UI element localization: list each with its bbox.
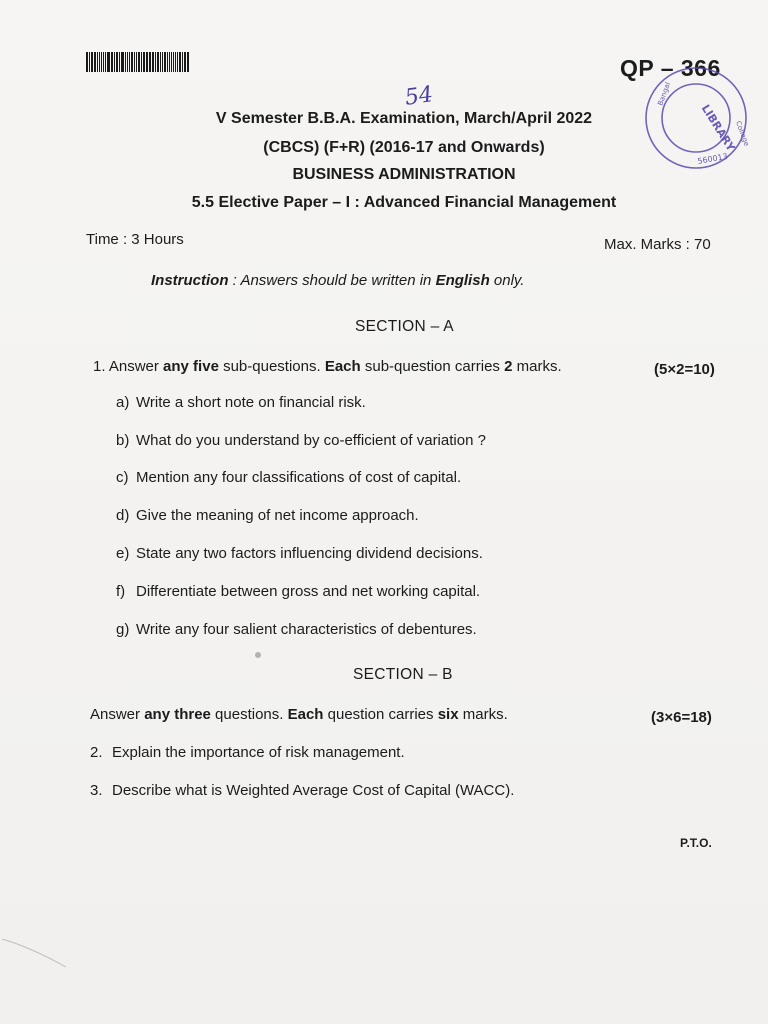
barcode-bar [143, 52, 144, 72]
barcode-bar [112, 52, 113, 72]
barcode-bar [103, 52, 104, 72]
barcode-bar [167, 52, 168, 72]
title-line-4: 5.5 Elective Paper – I : Advanced Financial Management [191, 194, 617, 211]
barcode-bar [125, 52, 126, 72]
barcode-bar [111, 52, 112, 72]
list-item: 2. Explain the importance of risk management. [90, 744, 405, 761]
barcode-bar [131, 52, 134, 72]
barcode-bar [162, 52, 163, 72]
section-b-heading: SECTION – B [353, 666, 453, 683]
instruction: Instruction : Answers should be written in English only. [151, 272, 525, 289]
instruction-label: Instruction [151, 272, 229, 289]
barcode-bar [89, 52, 90, 72]
list-item: d) Give the meaning of net income approach. [116, 507, 419, 524]
barcode-bar [144, 52, 145, 72]
title-line-3: BUSINESS ADMINISTRATION [292, 166, 516, 183]
svg-text:Bangal: Bangal [656, 81, 673, 107]
barcode-bar [169, 52, 170, 72]
list-item: b) What do you understand by co-efficient of variation ? [116, 432, 486, 449]
stamp-text: LIBRARY [698, 102, 738, 154]
title-line-1: V Semester B.B.A. Examination, March/April 2022 [215, 110, 593, 127]
barcode-bar [173, 52, 175, 72]
barcode [86, 52, 190, 72]
list-item: f) Differentiate between gross and net working capital. [116, 583, 481, 600]
handwritten-number: 54 [403, 82, 435, 111]
list-item: a) Write a short note on financial risk. [116, 394, 366, 411]
barcode-bar [177, 52, 178, 72]
barcode-bar [129, 52, 130, 72]
list-item: g) Write any four salient characteristics of debentures. [116, 621, 477, 638]
question-number: 1. [93, 358, 106, 375]
question-1-prompt: 1. Answer any five sub-questions. Each sub-question carries 2 marks. [93, 358, 562, 375]
qp-code: QP – 366 [620, 55, 721, 81]
barcode-bar [105, 52, 106, 72]
barcode-bar [99, 52, 100, 72]
section-b-prompt: Answer any three questions. Each question carries six marks. [90, 706, 508, 723]
barcode-bar [153, 52, 154, 72]
barcode-bar [92, 52, 93, 72]
barcode-bar [127, 52, 128, 72]
barcode-bar [152, 52, 153, 72]
barcode-bar [141, 52, 142, 72]
barcode-bar [157, 52, 159, 72]
svg-text:560013: 560013 [696, 151, 729, 166]
max-marks-label: Max. Marks : 70 [604, 236, 711, 253]
barcode-bar [107, 52, 110, 72]
barcode-bar [155, 52, 156, 72]
barcode-bar [134, 52, 135, 72]
barcode-bar [97, 52, 98, 72]
barcode-bar [101, 52, 103, 72]
barcode-bar [164, 52, 167, 72]
barcode-bar [146, 52, 148, 72]
barcode-bar [119, 52, 120, 72]
barcode-bar [149, 52, 151, 72]
section-a-marks: (5×2=10) [654, 361, 715, 378]
barcode-bar [121, 52, 122, 72]
barcode-bar [91, 52, 92, 72]
pto-label: P.T.O. [680, 836, 712, 850]
barcode-bar [86, 52, 88, 72]
section-b-marks: (3×6=18) [651, 709, 712, 726]
barcode-bar [179, 52, 181, 72]
instruction-language: English [435, 272, 490, 289]
scan-speck [255, 652, 261, 658]
barcode-bar [184, 52, 185, 72]
list-item: 3. Describe what is Weighted Average Cost of Capital (WACC). [90, 782, 515, 799]
barcode-bar [187, 52, 189, 72]
barcode-bar [185, 52, 186, 72]
section-a-heading: SECTION – A [355, 318, 454, 335]
title-line-2: (CBCS) (F+R) (2016-17 and Onwards) [263, 139, 545, 156]
barcode-bar [114, 52, 115, 72]
scan-mark [0, 925, 80, 975]
time-label: Time : 3 Hours [86, 231, 184, 248]
list-item: e) State any two factors influencing dividend decisions. [116, 545, 483, 562]
barcode-bar [116, 52, 118, 72]
barcode-bar [182, 52, 183, 72]
barcode-bar [138, 52, 140, 72]
barcode-bar [175, 52, 176, 72]
barcode-bar [122, 52, 124, 72]
barcode-bar [136, 52, 137, 72]
svg-text:College: College [734, 119, 751, 148]
barcode-bar [171, 52, 172, 72]
barcode-bar [94, 52, 96, 72]
list-item: c) Mention any four classifications of cost of capital. [116, 469, 462, 486]
barcode-bar [160, 52, 161, 72]
